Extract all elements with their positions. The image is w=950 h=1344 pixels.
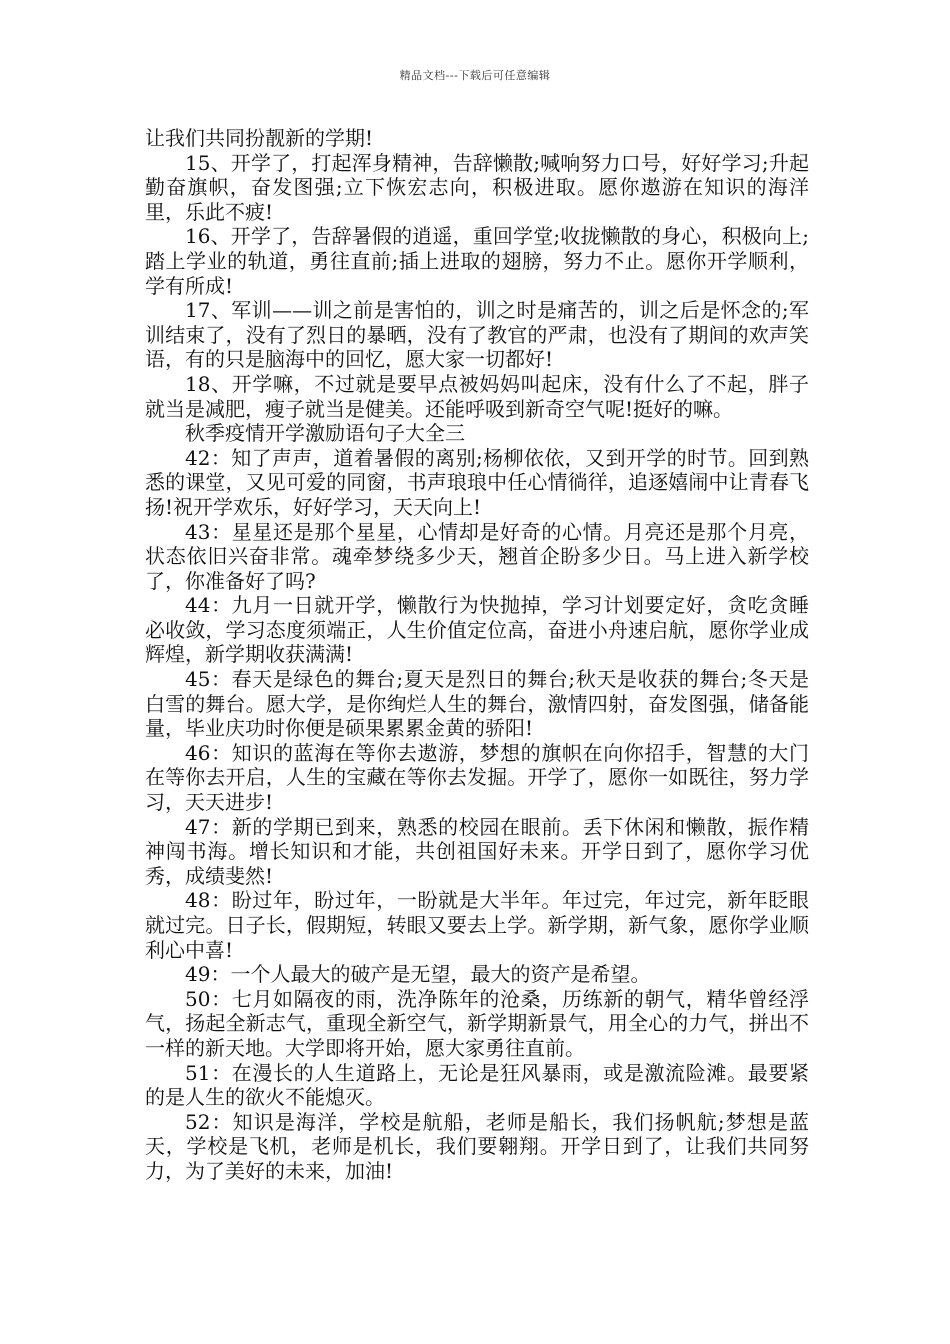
- paragraph: 49：一个人最大的破产是无望，最大的资产是希望。: [185, 962, 651, 987]
- paragraph: 让我们共同扮靓新的学期!: [145, 126, 374, 150]
- paragraph: 18、开学嘛，不过就是要早点被妈妈叫起床，没有什么了不起，胖子就当是减肥，瘦子就当是健美。还能呼吸到新奇空气呢!挺好的嘛。: [145, 371, 809, 421]
- paragraph: 52：知识是海洋，学校是航船，老师是船长，我们扬帆航;梦想是蓝天，学校是飞机，老师是机长，我们要翱翔。开学日到了，让我们共同努力，为了美好的未来，加油!: [145, 1109, 809, 1183]
- paragraph: 51：在漫长的人生道路上，无论是狂风暴雨，或是激流险滩。最要紧的是人生的欲火不能熄灭。: [145, 1060, 809, 1110]
- paragraph: 48：盼过年，盼过年，一盼就是大半年。年过完，年过完，新年眨眼就过完。日子长，假期短，转眼又要去上学。新学期，新气象，愿你学业顺利心中喜!: [145, 888, 809, 962]
- paragraph: 50：七月如隔夜的雨，洗净陈年的沧桑，历练新的朝气，精华曾经浮气，扬起全新志气，重现全新空气，新学期新景气，用全心的力气，拼出不一样的新天地。大学即将开始，愿大家勇往直前。: [145, 986, 809, 1060]
- paragraph: 46：知识的蓝海在等你去遨游，梦想的旗帜在向你招手，智慧的大门在等你去开启，人生的宝藏在等你去发掘。开学了，愿你一如既往，努力学习，天天进步!: [145, 740, 809, 815]
- paragraph: 秋季疫情开学激励语句子大全三: [185, 421, 465, 446]
- paragraph: 44：九月一日就开学，懒散行为快抛掉，学习计划要定好，贪吃贪睡必收敛，学习态度须端正，人生价值定位高，奋进小舟速启航，愿你学业成辉煌，新学期收获满满!: [145, 593, 809, 667]
- paragraph: 17、军训——训之前是害怕的，训之时是痛苦的，训之后是怀念的;军训结束了，没有了烈日的暴晒，没有了教官的严肃，也没有了期间的欢声笑语，有的只是脑海中的回忆，愿大家一切都好!: [145, 298, 809, 372]
- paragraph: 47：新的学期已到来，熟悉的校园在眼前。丢下休闲和懒散，振作精神闯书海。增长知识和才能，共创祖国好未来。开学日到了，愿你学习优秀，成绩斐然!: [145, 814, 809, 888]
- document-body: [145, 126, 809, 1184]
- paragraph: 42：知了声声，道着暑假的离别;杨柳依依，又到开学的时节。回到熟悉的课堂，又见可爱的同窗，书声琅琅中任心情徜徉，追逐嬉闹中让青春飞扬!祝开学欢乐，好好学习，天天向上!: [145, 445, 809, 519]
- paragraph: 16、开学了，告辞暑假的逍遥，重回学堂;收拢懒散的身心，积极向上;踏上学业的轨道，勇往直前;插上进取的翅膀，努力不止。愿你开学顺利，学有所成!: [145, 224, 809, 298]
- paragraph: 15、开学了，打起浑身精神，告辞懒散;喊响努力口号，好好学习;升起勤奋旗帜，奋发图强;立下恢宏志向，积极进取。愿你遨游在知识的海洋里，乐此不疲!: [145, 150, 809, 224]
- paragraph: 43：星星还是那个星星，心情却是好奇的心情。月亮还是那个月亮，状态依旧兴奋非常。魂牵梦绕多少天，翘首企盼多少日。马上进入新学校了，你准备好了吗?: [145, 519, 809, 593]
- page-header: 精品文档---下载后可任意编辑: [399, 69, 551, 82]
- paragraph: 45：春天是绿色的舞台;夏天是烈日的舞台;秋天是收获的舞台;冬天是白雪的舞台。愿大学，是你绚烂人生的舞台，激情四射，奋发图强，储备能量，毕业庆功时你便是硕果累累金黄的骄阳!: [145, 667, 809, 741]
